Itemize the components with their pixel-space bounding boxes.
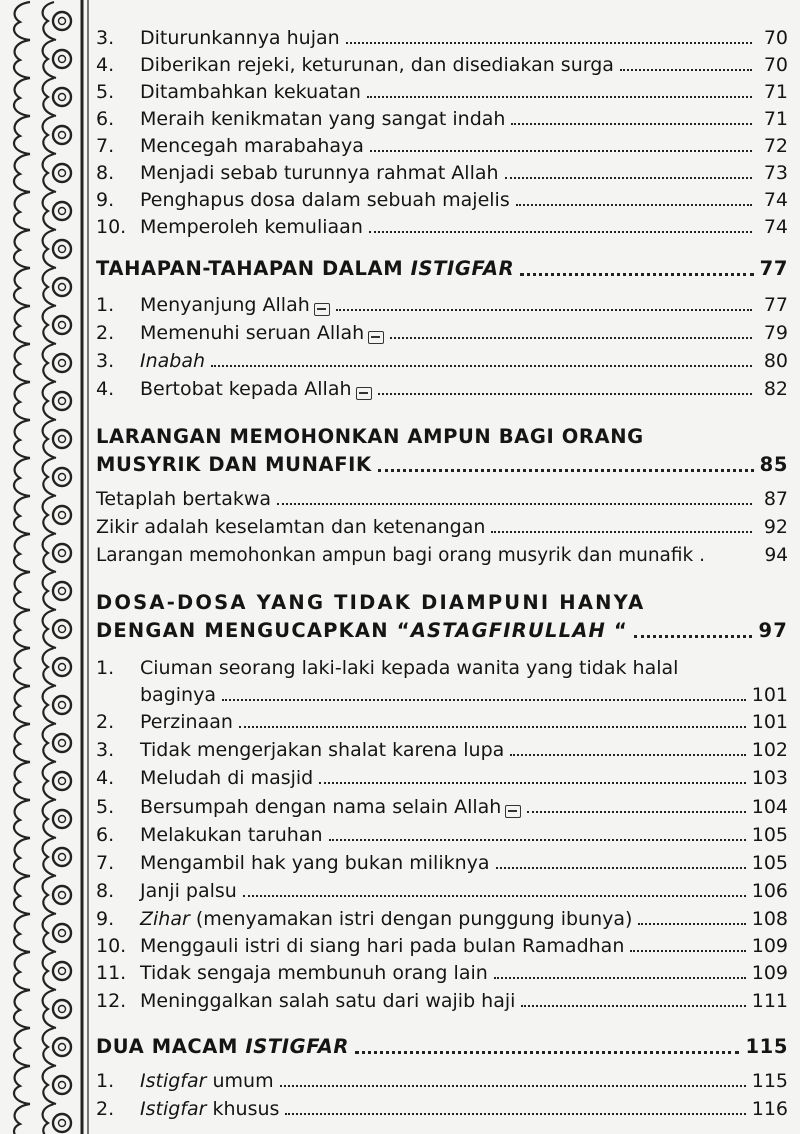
dot-leader (378, 393, 752, 395)
calligraphy-seal-icon (314, 303, 330, 316)
toc-entry (96, 795, 788, 819)
entry-page: 92 (763, 516, 788, 538)
toc-entry (96, 738, 788, 762)
entry-title: Janji palsu (140, 880, 237, 902)
entry-title: Menyanjung Allah (140, 294, 310, 316)
entry-title: Tidak sengaja membunuh orang lain (140, 962, 488, 984)
entry-page: 115 (751, 1070, 788, 1092)
entry-page: 104 (751, 796, 788, 818)
entry-title: Tetaplah bertakwa (96, 488, 272, 510)
entry-number: 8. (96, 880, 115, 902)
table-of-contents (96, 0, 796, 1134)
toc-entry (96, 349, 788, 373)
dot-leader (280, 1085, 746, 1087)
entry-number: 11. (96, 962, 127, 984)
entry-number: 5. (96, 796, 115, 818)
entry-page: 80 (763, 350, 788, 372)
entry-title: Zikir adalah keselamtan dan ketenangan (96, 516, 486, 538)
dot-leader (634, 635, 752, 638)
dot-leader (369, 231, 752, 233)
heading-page: 85 (759, 453, 788, 476)
dot-leader (346, 42, 752, 44)
decorative-border (0, 0, 92, 1134)
calligraphy-seal-icon (505, 805, 521, 818)
entry-title: Tidak mengerjakan shalat karena lupa (140, 739, 505, 761)
entry-number: 2. (96, 322, 115, 344)
toc-entry (96, 710, 788, 734)
toc-entry (96, 934, 788, 958)
entry-number: 9. (96, 189, 115, 211)
dot-leader (319, 782, 745, 784)
entry-page: 111 (751, 990, 788, 1012)
toc-entry (96, 293, 788, 317)
toc-entry (96, 851, 788, 875)
dot-leader (239, 726, 746, 728)
entry-page: 105 (751, 852, 788, 874)
entry-number: 5. (96, 81, 115, 103)
entry-number: 12. (96, 990, 127, 1012)
dot-leader (329, 839, 746, 841)
entry-title: Ditambahkan kekuatan (140, 81, 361, 103)
calligraphy-seal-icon (368, 331, 384, 344)
entry-title: Perzinaan (140, 711, 233, 733)
entry-title: Bersumpah dengan nama selain Allah (140, 796, 502, 818)
dot-leader (511, 123, 752, 125)
entry-number: 9. (96, 908, 115, 930)
toc-entry (96, 215, 788, 239)
entry-title: Larangan memohonkan ampun bagi orang musyrik dan munafik . (96, 545, 706, 566)
toc-entry (96, 377, 788, 401)
entry-page: 103 (751, 767, 788, 789)
entry-number: 2. (96, 1098, 115, 1120)
dot-leader (277, 503, 752, 505)
toc-entry (96, 823, 788, 847)
entry-page: 105 (751, 824, 788, 846)
entry-page: 101 (751, 711, 788, 733)
entry-number: 7. (96, 852, 115, 874)
entry-number: 3. (96, 739, 115, 761)
entry-title: khusus (206, 1098, 280, 1120)
toc-entry (96, 321, 788, 345)
toc-entry (96, 1069, 788, 1093)
heading-italic-text: ISTIGFAR (245, 1035, 349, 1058)
entry-page: 108 (751, 908, 788, 930)
heading-text: DENGAN MENGUCAPKAN “ (96, 619, 411, 642)
border-ornaments (14, 2, 71, 1134)
section-heading-line: LARANGAN MEMOHONKAN AMPUN BAGI ORANG (96, 425, 644, 448)
toc-entry (96, 989, 788, 1013)
entry-number: 10. (96, 216, 127, 238)
entry-page: 72 (763, 135, 788, 157)
entry-page: 106 (751, 880, 788, 902)
entry-title: Inabah (140, 350, 206, 372)
entry-number: 6. (96, 108, 115, 130)
heading-italic-text: ISTIGFAR (410, 257, 515, 280)
dot-leader (520, 273, 753, 276)
entry-number: 1. (96, 294, 115, 316)
entry-number: 10. (96, 935, 127, 957)
dot-leader (243, 895, 746, 897)
section-heading (96, 1034, 788, 1060)
dot-leader (505, 177, 752, 179)
toc-entry (96, 961, 788, 985)
heading-page: 97 (758, 619, 788, 642)
entry-number: 1. (96, 657, 115, 679)
entry-page: 116 (751, 1098, 788, 1120)
dot-leader (510, 754, 745, 756)
entry-page: 71 (763, 108, 788, 130)
calligraphy-seal-icon (356, 387, 372, 400)
dot-leader (367, 96, 752, 98)
entry-title-italic: Istigfar (140, 1070, 207, 1092)
entry-page: 102 (751, 739, 788, 761)
toc-entry (96, 766, 788, 790)
dot-leader (378, 469, 754, 472)
dot-leader (370, 150, 752, 152)
toc-entry (96, 107, 788, 131)
toc-entry (96, 1097, 788, 1121)
toc-entry (96, 515, 788, 539)
entry-number: 4. (96, 54, 115, 76)
heading-italic-text: ASTAGFIRULLAH (410, 619, 607, 642)
dot-leader (336, 309, 752, 311)
entry-page: 70 (763, 54, 788, 76)
entry-number: 4. (96, 767, 115, 789)
entry-page: 109 (751, 962, 788, 984)
entry-title: umum (206, 1070, 274, 1092)
entry-title: Memperoleh kemuliaan (140, 216, 363, 238)
entry-page: 74 (763, 189, 788, 211)
dot-leader (620, 69, 752, 71)
entry-title-italic: Istigfar (140, 1098, 207, 1120)
entry-number: 4. (96, 378, 115, 400)
entry-number: 1. (96, 1070, 115, 1092)
dot-leader (355, 1051, 740, 1054)
entry-title: Menggauli istri di siang hari pada bulan Ramadhan (140, 935, 625, 957)
dot-leader (527, 811, 745, 813)
entry-page: 101 (751, 684, 788, 706)
entry-number: 8. (96, 162, 115, 184)
entry-title: Meraih kenikmatan yang sangat indah (140, 108, 506, 130)
entry-page: 73 (763, 162, 788, 184)
toc-entry (96, 161, 788, 185)
heading-text: DUA MACAM (96, 1035, 246, 1058)
entry-title: Ciuman seorang laki-laki kepada wanita yang tidak halal (140, 657, 679, 679)
entry-page: 77 (763, 294, 788, 316)
toc-entry (96, 487, 788, 511)
toc-entry (96, 134, 788, 158)
entry-title-italic: Zihar (140, 908, 190, 930)
dot-leader (496, 867, 746, 869)
entry-title: Mengambil hak yang bukan miliknya (140, 852, 490, 874)
entry-page: 94 (764, 545, 788, 566)
heading-text: TAHAPAN-TAHAPAN DALAM (96, 257, 411, 280)
dot-leader (390, 337, 752, 339)
toc-entry (96, 26, 788, 50)
toc-entry (96, 53, 788, 77)
heading-text: MUSYRIK DAN MUNAFIK (96, 453, 372, 476)
entry-number: 3. (96, 350, 115, 372)
toc-entry (96, 907, 788, 931)
toc-entry-continued (96, 683, 788, 707)
entry-title: Bertobat kepada Allah (140, 378, 352, 400)
entry-page: 109 (751, 935, 788, 957)
entry-title-continued: baginya (140, 684, 216, 706)
toc-entry (96, 188, 788, 212)
heading-text-end: “ (606, 619, 629, 642)
entry-page: 74 (763, 216, 788, 238)
dot-leader (285, 1113, 745, 1115)
toc-entry (96, 879, 788, 903)
entry-title: Mencegah marabahaya (140, 135, 364, 157)
entry-title: Penghapus dosa dalam sebuah majelis (140, 189, 510, 211)
dot-leader (211, 365, 752, 367)
entry-title: Diturunkannya hujan (140, 27, 340, 49)
entry-title: Melakukan taruhan (140, 824, 323, 846)
section-heading-line: DOSA-DOSA YANG TIDAK DIAMPUNI HANYA (96, 591, 646, 614)
heading-page: 77 (759, 257, 788, 280)
entry-number: 3. (96, 27, 115, 49)
entry-page: 87 (763, 488, 788, 510)
section-heading (96, 256, 788, 282)
toc-entry (96, 80, 788, 104)
dot-leader (630, 950, 745, 952)
entry-title: Meninggalkan salah satu dari wajib haji (140, 990, 516, 1012)
dot-leader (521, 1005, 745, 1007)
dot-leader (638, 923, 745, 925)
entry-title: Meludah di masjid (140, 767, 314, 789)
heading-page: 115 (745, 1035, 788, 1058)
entry-title: Memenuhi seruan Allah (140, 322, 365, 344)
entry-page: 70 (763, 27, 788, 49)
entry-page: 79 (763, 322, 788, 344)
entry-title: (menyamakan istri dengan punggung ibunya) (189, 908, 633, 930)
toc-entry (96, 656, 788, 680)
dot-leader (516, 204, 752, 206)
dot-leader (491, 531, 752, 533)
entry-number: 2. (96, 711, 115, 733)
entry-number: 7. (96, 135, 115, 157)
entry-page: 82 (763, 378, 788, 400)
entry-page: 71 (763, 81, 788, 103)
entry-title: Diberikan rejeki, keturunan, dan disediakan surga (140, 54, 614, 76)
entry-title: Menjadi sebab turunnya rahmat Allah (140, 162, 499, 184)
dot-leader (494, 977, 746, 979)
section-heading (96, 618, 788, 644)
section-heading (96, 452, 788, 478)
dot-leader (222, 699, 746, 701)
entry-number: 6. (96, 824, 115, 846)
toc-entry (96, 544, 788, 568)
